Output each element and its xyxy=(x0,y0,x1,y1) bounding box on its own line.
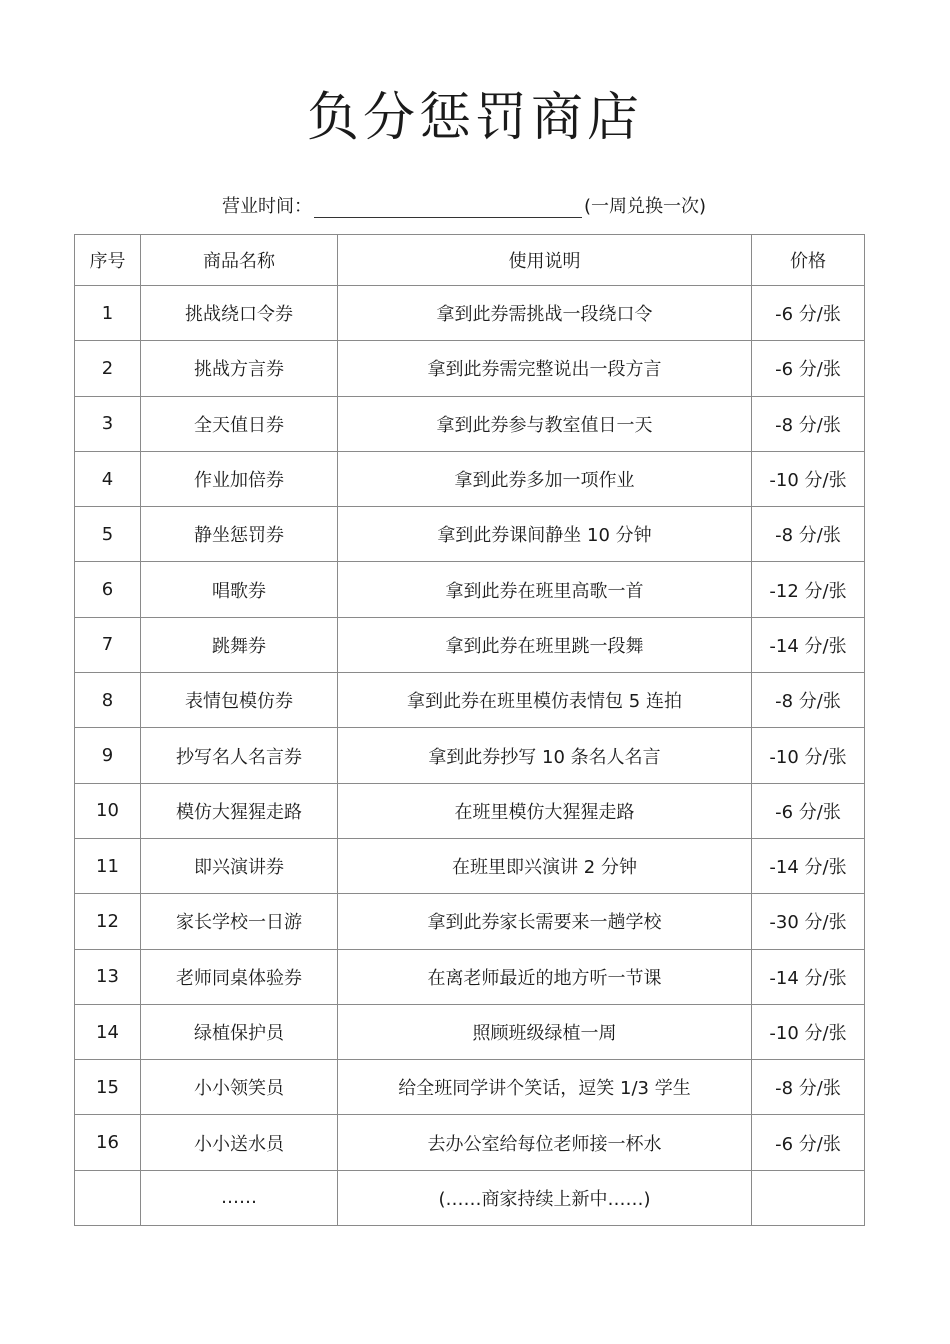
business-hours-blank-line xyxy=(314,195,582,218)
cell-price: -30 分/张 xyxy=(752,894,865,949)
cell-no: 9 xyxy=(75,728,141,783)
cell-no: 15 xyxy=(75,1060,141,1115)
cell-item-name: 表情包模仿券 xyxy=(141,673,338,728)
cell-usage: 给全班同学讲个笑话，逗笑 1/3 学生 xyxy=(338,1060,752,1115)
cell-usage: 在离老师最近的地方听一节课 xyxy=(338,949,752,1004)
cell-no: 8 xyxy=(75,673,141,728)
cell-item-name: …… xyxy=(141,1170,338,1225)
cell-usage: (……商家持续上新中……) xyxy=(338,1170,752,1225)
cell-no: 7 xyxy=(75,617,141,672)
cell-usage: 去办公室给每位老师接一杯水 xyxy=(338,1115,752,1170)
cell-no: 2 xyxy=(75,341,141,396)
cell-item-name: 即兴演讲券 xyxy=(141,838,338,893)
cell-price: -14 分/张 xyxy=(752,949,865,1004)
table-row xyxy=(75,1060,865,1115)
cell-no: 6 xyxy=(75,562,141,617)
table-row xyxy=(75,507,865,562)
business-hours-label: 营业时间： xyxy=(222,196,312,217)
cell-item-name: 小小送水员 xyxy=(141,1115,338,1170)
cell-usage: 拿到此券在班里模仿表情包 5 连拍 xyxy=(338,673,752,728)
cell-item-name: 家长学校一日游 xyxy=(141,894,338,949)
cell-no: 1 xyxy=(75,286,141,341)
table-row xyxy=(75,562,865,617)
header-name: 商品名称 xyxy=(141,235,338,286)
cell-price: -6 分/张 xyxy=(752,783,865,838)
cell-usage: 拿到此券需完整说出一段方言 xyxy=(338,341,752,396)
cell-price: -10 分/张 xyxy=(752,1004,865,1059)
business-hours xyxy=(222,192,706,222)
cell-usage: 在班里模仿大猩猩走路 xyxy=(338,783,752,838)
cell-no: 13 xyxy=(75,949,141,1004)
cell-usage: 拿到此券家长需要来一趟学校 xyxy=(338,894,752,949)
cell-item-name: 作业加倍券 xyxy=(141,451,338,506)
business-hours-note: (一周兑换一次) xyxy=(584,196,707,217)
table-row xyxy=(75,451,865,506)
table-row xyxy=(75,949,865,1004)
cell-price: -14 分/张 xyxy=(752,617,865,672)
cell-price: -14 分/张 xyxy=(752,838,865,893)
cell-item-name: 挑战绕口令券 xyxy=(141,286,338,341)
cell-price xyxy=(752,1170,865,1225)
penalty-shop-table xyxy=(74,234,865,1226)
table-header-row xyxy=(75,235,865,286)
table-row xyxy=(75,673,865,728)
cell-item-name: 抄写名人名言券 xyxy=(141,728,338,783)
table-row xyxy=(75,1004,865,1059)
header-price: 价格 xyxy=(752,235,865,286)
table-row xyxy=(75,838,865,893)
cell-usage: 拿到此券在班里高歌一首 xyxy=(338,562,752,617)
cell-item-name: 跳舞券 xyxy=(141,617,338,672)
cell-no: 3 xyxy=(75,396,141,451)
cell-no: 16 xyxy=(75,1115,141,1170)
cell-no xyxy=(75,1170,141,1225)
table-row xyxy=(75,396,865,451)
cell-item-name: 唱歌券 xyxy=(141,562,338,617)
cell-usage: 拿到此券需挑战一段绕口令 xyxy=(338,286,752,341)
header-desc: 使用说明 xyxy=(338,235,752,286)
cell-no: 12 xyxy=(75,894,141,949)
table-row xyxy=(75,728,865,783)
cell-price: -6 分/张 xyxy=(752,1115,865,1170)
cell-usage: 在班里即兴演讲 2 分钟 xyxy=(338,838,752,893)
table-row xyxy=(75,1170,865,1225)
cell-usage: 拿到此券课间静坐 10 分钟 xyxy=(338,507,752,562)
cell-price: -10 分/张 xyxy=(752,728,865,783)
cell-usage: 拿到此券在班里跳一段舞 xyxy=(338,617,752,672)
cell-price: -8 分/张 xyxy=(752,1060,865,1115)
cell-item-name: 模仿大猩猩走路 xyxy=(141,783,338,838)
cell-no: 10 xyxy=(75,783,141,838)
cell-usage: 拿到此券多加一项作业 xyxy=(338,451,752,506)
table-row xyxy=(75,617,865,672)
cell-no: 14 xyxy=(75,1004,141,1059)
cell-no: 5 xyxy=(75,507,141,562)
table-row xyxy=(75,783,865,838)
cell-no: 4 xyxy=(75,451,141,506)
cell-item-name: 挑战方言券 xyxy=(141,341,338,396)
cell-price: -6 分/张 xyxy=(752,341,865,396)
cell-item-name: 静坐惩罚券 xyxy=(141,507,338,562)
cell-no: 11 xyxy=(75,838,141,893)
table-row xyxy=(75,894,865,949)
cell-price: -6 分/张 xyxy=(752,286,865,341)
cell-price: -8 分/张 xyxy=(752,673,865,728)
cell-item-name: 老师同桌体验券 xyxy=(141,949,338,1004)
cell-usage: 照顾班级绿植一周 xyxy=(338,1004,752,1059)
cell-price: -8 分/张 xyxy=(752,396,865,451)
table-row xyxy=(75,341,865,396)
cell-price: -8 分/张 xyxy=(752,507,865,562)
table-row xyxy=(75,286,865,341)
cell-usage: 拿到此券抄写 10 条名人名言 xyxy=(338,728,752,783)
cell-price: -12 分/张 xyxy=(752,562,865,617)
cell-item-name: 全天值日券 xyxy=(141,396,338,451)
cell-item-name: 小小领笑员 xyxy=(141,1060,338,1115)
cell-price: -10 分/张 xyxy=(752,451,865,506)
header-no: 序号 xyxy=(75,235,141,286)
cell-item-name: 绿植保护员 xyxy=(141,1004,338,1059)
cell-usage: 拿到此券参与教室值日一天 xyxy=(338,396,752,451)
table-row xyxy=(75,1115,865,1170)
page-title: 负分惩罚商店 xyxy=(306,88,643,148)
